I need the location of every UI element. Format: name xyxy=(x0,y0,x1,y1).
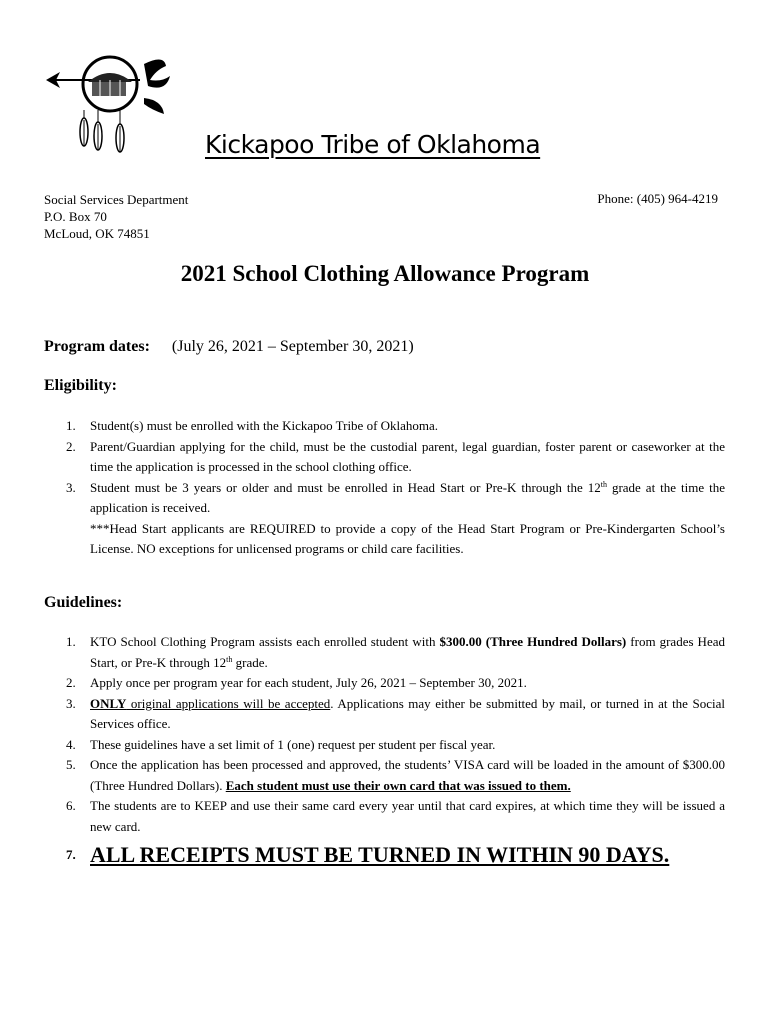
item-number: 2. xyxy=(66,675,76,690)
program-dates-label: Program dates: xyxy=(44,338,150,355)
address-line: McLoud, OK 74851 xyxy=(44,226,150,241)
list-item xyxy=(44,796,725,837)
item-text: Student(s) must be enrolled with the Kickapoo Tribe of Oklahoma. xyxy=(90,418,439,433)
item-number: 7. xyxy=(66,847,76,862)
item-text: KTO School Clothing Program assists each enrolled student with xyxy=(90,634,440,649)
list-item xyxy=(44,755,725,796)
program-dates-value: (July 26, 2021 – September 30, 2021) xyxy=(171,338,414,355)
list-item xyxy=(44,735,725,756)
list-item xyxy=(44,840,725,870)
item-text: from grades Head Start, or Pre-K through 12 xyxy=(90,634,725,670)
list-item xyxy=(44,694,725,735)
list-item xyxy=(44,632,725,673)
item-number: 3. xyxy=(66,695,76,711)
list-item xyxy=(44,478,725,560)
item-number: 3. xyxy=(66,479,76,495)
emphasis-text: Each student must use their own card that was issued to them. xyxy=(225,777,571,793)
item-number: 5. xyxy=(66,757,76,772)
item-text: . Applications may either be submitted by mail, or turned in at the Social Services office. xyxy=(90,695,725,731)
organization-title: Kickapoo Tribe of Oklahoma xyxy=(205,130,541,159)
item-text: Student must be 3 years or older and must be enrolled in Head Start or Pre-K through the 12 xyxy=(90,479,601,495)
item-number: 4. xyxy=(66,736,76,752)
phone-number: Phone: (405) 964-4219 xyxy=(597,191,718,206)
item-text: grade. xyxy=(232,654,268,670)
item-text: These guidelines have a set limit of 1 (one) request per student per fiscal year. xyxy=(90,736,496,752)
guidelines-heading: Guidelines: xyxy=(44,594,123,611)
item-text: grade at the time the application is received. xyxy=(90,479,726,515)
amount-text: $300.00 (Three Hundred Dollars) xyxy=(439,634,627,649)
emphasis-text: ONLY xyxy=(90,695,127,711)
item-text: Apply once per program year for each student, July 26, 2021 – September 30, 2021. xyxy=(90,675,527,690)
address-line: P.O. Box 70 xyxy=(44,209,107,224)
eligibility-list xyxy=(44,416,725,560)
department-address xyxy=(44,191,188,242)
superscript: th xyxy=(600,479,607,489)
list-item xyxy=(44,437,725,478)
address-line: Social Services Department xyxy=(44,192,189,207)
item-text: Once the application has been processed and approved, the students’ VISA card will be loaded in the amount of $300.00 (Three Hundred Dollars). xyxy=(90,757,725,793)
item-number: 1. xyxy=(66,634,76,649)
program-dates xyxy=(44,338,414,356)
guidelines-list xyxy=(44,632,725,870)
item-text: The students are to KEEP and use their same card every year until that card expires, at which time they will be issued a new card. xyxy=(90,798,725,834)
tribe-logo xyxy=(44,52,174,154)
receipts-notice: ALL RECEIPTS MUST BE TURNED IN WITHIN 90 DAYS. xyxy=(90,842,670,867)
underlined-text: original applications will be accepted xyxy=(126,695,331,711)
list-item xyxy=(44,416,725,437)
item-number: 6. xyxy=(66,798,76,813)
item-number: 2. xyxy=(66,438,76,454)
item-text: Parent/Guardian applying for the child, must be the custodial parent, legal guardian, foster parent or caseworker at the time the application is processed in the school clothing office. xyxy=(90,438,725,474)
item-number: 1. xyxy=(66,418,76,433)
head-start-note: ***Head Start applicants are REQUIRED to provide a copy of the Head Start Program or Pre-Kindergarten School’s License. NO exceptions for unlicensed programs or child care facilities. xyxy=(90,520,725,556)
list-item xyxy=(44,673,725,694)
superscript: th xyxy=(226,654,233,664)
document-title: 2021 School Clothing Allowance Program xyxy=(180,261,590,286)
eligibility-heading: Eligibility: xyxy=(44,377,117,394)
